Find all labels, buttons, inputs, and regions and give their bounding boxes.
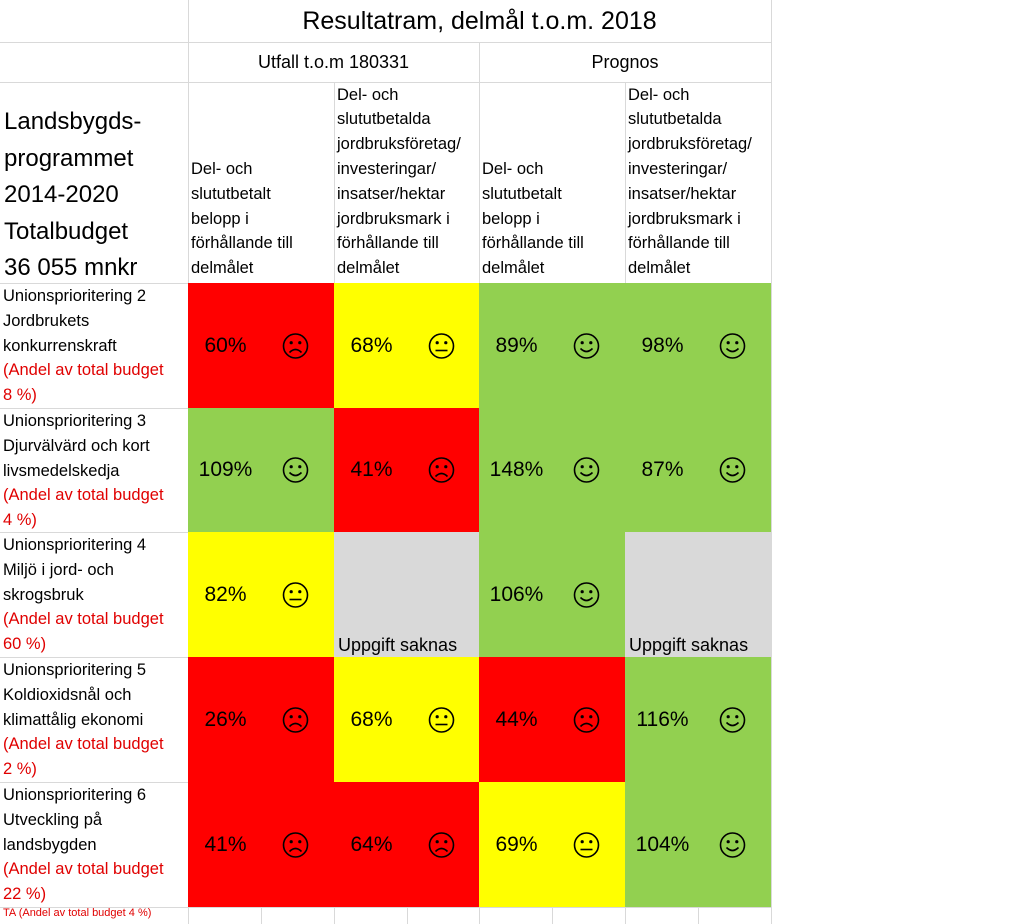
smiley-happy-icon bbox=[573, 581, 600, 608]
column-header bbox=[188, 82, 334, 283]
priority-label-line: Unionsprioritering 6 bbox=[3, 786, 147, 804]
percent-value: 87% bbox=[641, 458, 684, 481]
smiley-happy-icon bbox=[719, 706, 746, 733]
status-cell bbox=[479, 283, 625, 408]
row-header bbox=[0, 782, 188, 907]
percent-value: 116% bbox=[636, 707, 689, 731]
smiley-sad-icon bbox=[428, 457, 455, 484]
smiley-happy-icon bbox=[573, 332, 600, 359]
smiley-neutral-icon bbox=[573, 831, 600, 858]
column-header-line: Del- och bbox=[482, 160, 544, 179]
status-cell bbox=[625, 408, 771, 532]
column-header-line: insatser/hektar bbox=[628, 184, 737, 203]
budget-share-line: (Andel av total budget bbox=[3, 610, 164, 629]
row-header bbox=[0, 408, 188, 532]
column-header-line: förhållande till bbox=[191, 234, 293, 253]
column-header-line: förhållande till bbox=[337, 234, 439, 253]
group-header-prognos: Prognos bbox=[591, 51, 659, 72]
grid-line bbox=[771, 0, 772, 924]
priority-label-line: Koldioxidsnål och bbox=[3, 685, 132, 704]
percent-value: 148% bbox=[489, 458, 544, 481]
percent-value: 41% bbox=[350, 458, 393, 481]
priority-label-line: Utveckling på bbox=[3, 810, 103, 829]
status-cell bbox=[625, 283, 771, 408]
status-cell bbox=[188, 532, 334, 657]
column-header-line: jordbruksmark i bbox=[337, 209, 450, 228]
grid-line bbox=[552, 907, 553, 924]
budget-share-line: 22 %) bbox=[3, 885, 47, 904]
column-header-line: delmålet bbox=[628, 259, 691, 278]
priority-label-line: Unionsprioritering 5 bbox=[3, 661, 147, 679]
grid-line bbox=[698, 907, 699, 924]
column-header-line: delmålet bbox=[191, 259, 254, 278]
status-cell bbox=[188, 782, 334, 907]
percent-value: 82% bbox=[204, 582, 247, 606]
percent-value: 98% bbox=[641, 333, 684, 357]
column-header-line: slututbetalt bbox=[191, 184, 271, 203]
summary-line: Landsbygds- bbox=[4, 108, 142, 135]
status-cell bbox=[334, 283, 479, 408]
program-summary bbox=[0, 82, 188, 283]
budget-share-line: (Andel av total budget bbox=[3, 361, 164, 380]
status-cell bbox=[625, 782, 771, 907]
grid-line bbox=[479, 907, 480, 924]
smiley-sad-icon bbox=[282, 831, 309, 858]
column-header-line: delmålet bbox=[482, 259, 545, 278]
percent-value: 89% bbox=[495, 333, 538, 357]
column-header-line: slututbetalt bbox=[482, 184, 562, 203]
budget-share-line: 2 %) bbox=[3, 760, 37, 779]
page-title: Resultatram, delmål t.o.m. 2018 bbox=[302, 6, 657, 35]
summary-line: 36 055 mnkr bbox=[4, 254, 138, 281]
percent-value: 106% bbox=[489, 582, 544, 606]
priority-label-line: landsbygden bbox=[3, 835, 97, 854]
percent-value: 104% bbox=[635, 832, 690, 856]
column-header-line: Del- och bbox=[191, 160, 253, 179]
column-header-line: förhållande till bbox=[482, 234, 584, 253]
budget-share-line: (Andel av total budget bbox=[3, 486, 164, 505]
budget-share-line: (Andel av total budget bbox=[3, 860, 164, 879]
column-header bbox=[479, 82, 625, 283]
group-header-utfall: Utfall t.o.m 180331 bbox=[257, 51, 410, 72]
column-header-line: förhållande till bbox=[628, 234, 730, 253]
row-header bbox=[0, 657, 188, 782]
grid-line bbox=[261, 907, 262, 924]
smiley-sad-icon bbox=[428, 831, 455, 858]
footnote: TA (Andel av total budget 4 %) bbox=[3, 907, 152, 919]
column-header-line: jordbruksföretag/ bbox=[628, 135, 752, 154]
priority-label-line: Unionsprioritering 4 bbox=[3, 536, 147, 554]
percent-value: 68% bbox=[350, 707, 393, 731]
budget-share-line: 60 %) bbox=[3, 635, 47, 654]
priority-label-line: livsmedelskedja bbox=[3, 461, 120, 480]
status-cell bbox=[625, 657, 771, 782]
column-header-line: investeringar/ bbox=[628, 160, 728, 179]
smiley-sad-icon bbox=[573, 706, 600, 733]
column-header bbox=[625, 82, 771, 283]
budget-share-line: 4 %) bbox=[3, 511, 37, 530]
priority-label-line: Unionsprioritering 2 bbox=[3, 287, 147, 305]
percent-value: 26% bbox=[204, 707, 247, 731]
missing-data-note: Uppgift saknas bbox=[629, 635, 749, 655]
priority-label-line: klimattålig ekonomi bbox=[3, 710, 144, 729]
summary-line: 2014-2020 bbox=[4, 181, 119, 208]
priority-label-line: Jordbrukets bbox=[3, 311, 90, 330]
column-header-line: investeringar/ bbox=[337, 160, 437, 179]
summary-line: Totalbudget bbox=[4, 217, 129, 245]
percent-value: 60% bbox=[204, 333, 247, 357]
percent-value: 69% bbox=[495, 832, 538, 856]
column-header-line: slututbetalda bbox=[628, 110, 722, 129]
smiley-happy-icon bbox=[719, 457, 746, 484]
column-header-line: belopp i bbox=[191, 209, 249, 228]
column-header-line: Del- och bbox=[628, 85, 690, 104]
smiley-sad-icon bbox=[282, 332, 309, 359]
status-cell bbox=[625, 532, 771, 657]
priority-label-line: skrogsbruk bbox=[3, 585, 84, 604]
smiley-happy-icon bbox=[719, 332, 746, 359]
row-header bbox=[0, 283, 188, 408]
status-cell bbox=[188, 408, 334, 532]
status-cell bbox=[479, 408, 625, 532]
row-header bbox=[0, 532, 188, 657]
priority-label-line: konkurrenskraft bbox=[3, 336, 117, 355]
grid-line bbox=[625, 907, 626, 924]
percent-value: 68% bbox=[350, 333, 393, 357]
column-header-line: insatser/hektar bbox=[337, 184, 446, 203]
smiley-happy-icon bbox=[573, 457, 600, 484]
percent-value: 44% bbox=[495, 707, 538, 731]
grid-line bbox=[407, 907, 408, 924]
percent-value: 41% bbox=[204, 832, 247, 856]
status-cell bbox=[334, 782, 479, 907]
column-header-line: Del- och bbox=[337, 85, 399, 104]
column-header-line: belopp i bbox=[482, 209, 540, 228]
column-header-line: delmålet bbox=[337, 259, 400, 278]
smiley-neutral-icon bbox=[282, 581, 309, 608]
column-header-line: jordbruksmark i bbox=[628, 209, 741, 228]
status-cell bbox=[334, 532, 479, 657]
missing-data-note: Uppgift saknas bbox=[338, 635, 458, 655]
smiley-sad-icon bbox=[282, 706, 309, 733]
priority-label-line: Miljö i jord- och bbox=[3, 560, 114, 579]
column-header bbox=[334, 82, 479, 283]
status-cell bbox=[188, 657, 334, 782]
percent-value: 109% bbox=[198, 458, 253, 481]
status-cell bbox=[479, 532, 625, 657]
smiley-neutral-icon bbox=[428, 706, 455, 733]
column-header-line: jordbruksföretag/ bbox=[337, 135, 461, 154]
status-cell bbox=[479, 657, 625, 782]
column-header-line: slututbetalda bbox=[337, 110, 431, 129]
summary-line: programmet bbox=[4, 144, 134, 172]
priority-label-line: Unionsprioritering 3 bbox=[3, 412, 147, 430]
status-cell bbox=[479, 782, 625, 907]
grid-line bbox=[334, 907, 335, 924]
priority-label-line: Djurvälvärd och kort bbox=[3, 436, 150, 455]
status-cell bbox=[334, 408, 479, 532]
smiley-neutral-icon bbox=[428, 332, 455, 359]
status-cell bbox=[334, 657, 479, 782]
percent-value: 64% bbox=[350, 832, 393, 856]
budget-share-line: 8 %) bbox=[3, 386, 37, 405]
smiley-happy-icon bbox=[719, 831, 746, 858]
budget-share-line: (Andel av total budget bbox=[3, 735, 164, 754]
status-cell bbox=[188, 283, 334, 408]
smiley-happy-icon bbox=[282, 457, 309, 484]
